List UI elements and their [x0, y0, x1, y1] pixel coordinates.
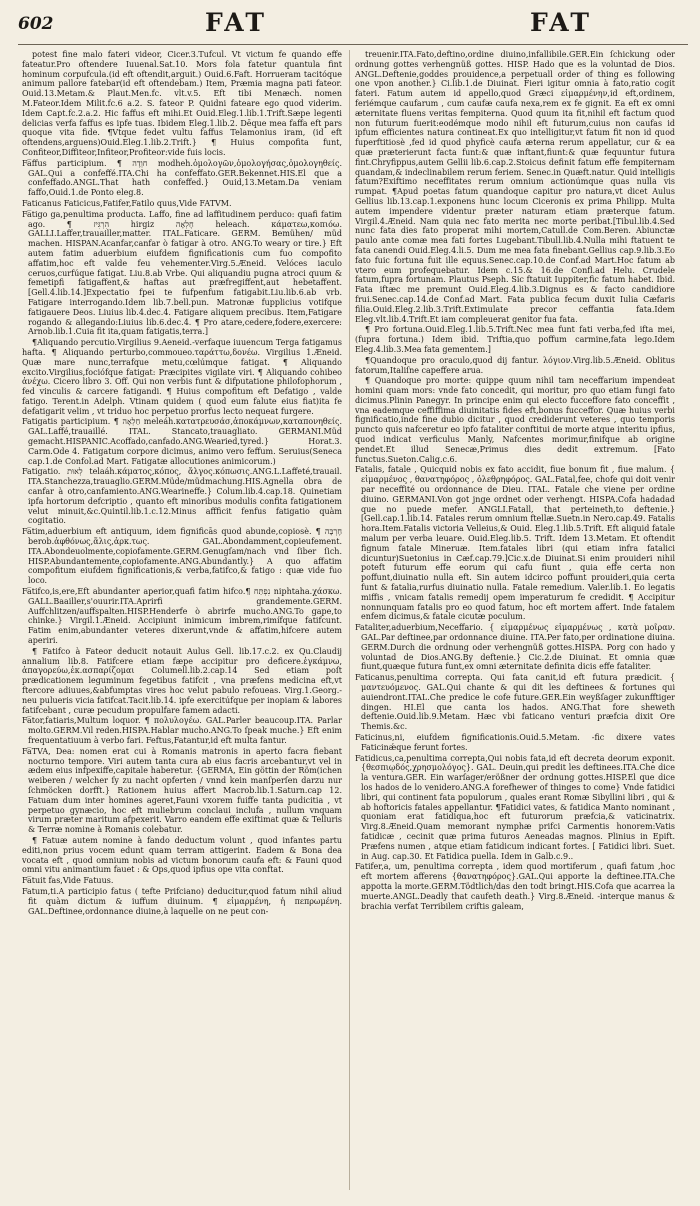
running-head-right: FAT	[530, 8, 592, 37]
running-head-left: FAT	[205, 8, 267, 37]
dictionary-entry: Fa̅tor,fatiaris,Multum loquor. ¶ πολυλογέω. GAL.Parler beaucoup.ITA. Parlar molto.GERM.Vil reden.HISPA.Hablar mucho.ANG.To ſpeak muche.} Eft enim frequentatiuum à verbo fari. Feftus,Fatantur,id eft multa fantur.	[22, 716, 342, 745]
header-rule	[18, 44, 688, 45]
entry-paragraph: ¶ Pro fortuna.Ouid.Eleg.1.lib.5.Trift.Nec mea funt fati verba,fed ifta mei,(fupra fortuna.) Idem ibid. Triftia,quo poffum carmine,fata lego.Idem Eleg.4.lib.3.Mea fata gementem.]	[355, 325, 675, 354]
dictionary-entry: Fatigatis participium. ¶ חַלְאָה meleáh.κατατρευσάσ,ἀποκάμνων,καταπονηθείς. GAL.Laffé,trauaillé. ITAL. Stancato,trauagliato. GERMANI.Müd gemacht.HISPANIC.Acoffado,canfado.ANG.Wearied,tyred.} Horat.3. Carm.Ode 4. Fatigatum corpore dicimus, animo vero feffum. Seruius(Seneca cap.1.de Confol.ad Mart. Fatigatæ allocutiones animicorum.)	[22, 417, 342, 466]
entry-paragraph: ¶ Fatifco à Fateor deducit notauit Aulus Gell. lib.17.c.2. ex Qu.Claudij annalium lib.8. Fatifcere etiam fæpe accipitur pro deficere.ἐγκάμνω, ἀπαγορεύω,ἐκ.ασπαρίζομαι Columell.lib.2.cap.14 Sed etiam poſt prædicationem leguminum fegetibus fatifcit , vna præfens medicina eft,vt ftercore adiuues,&abfumptas vires hoc velut pabulo refoueas. Virg.1.Georg.-neu pulueris vicia fatifcat.Tacit.lib.14. ipfe exercitúfque per inopiam & labores fatifcebant , curæ pecudum propulfare famem adacti.	[22, 646, 342, 715]
dictionary-entry: Fatalis, fatale , Quicquid nobis ex fato accidit, fiue bonum fit , fiue malum. { εἱμαρμένος , θανατηφόρος , ὀλεθρηφόρος. GAL.Fatal,fee, chofe qui doit venir par neceffité ou ordonnance de Dieu. ITAL. Fatale che viene per ordine diuino. GERMANI.Von got jnge ordnet oder verhengt. HISPA.Cofa hadadad que no puede mefer. ANGLI.Fatall, that perteineth,to deftenie.} [Gell.cap.1.lib.14. Fatales rerum omnium ftellæ.Suetn.in Nero.cap.49. Fatalis hora.Item.Fatalis victoria Velleius,& Ouid. Eleg.1.lib.5.Trift. Eft aliquid fatale malum per verba leuare. Ouid.Eleg.lib.5. Trift. Idem 13.Metam. Et oftendit fignum fatale Mineruæ. Item.fatales libri (qui etiam infra fatalici dicuntur)Suetonius in Cæf.cap.79.]Cic.x.de Diuinat.Si enim prouideri nihil poteft futurum effe eorum qui cafu fiunt , quia effe certa non poffunt,diuinatio nulla eft. Sin autem idcirco poffunt prouideri,quia certa funt & fatalia,rurfus diuinatio nulla. Fatale remedium. Valer.lib.1. Eo legatis miffis , vnicam fatalis remedij opem imperaturum fe credidit. ¶ Accipitur nonnunquam fatalis pro eo quod fatum, hoc eft mortem affert. Inde fatalem enfem dicimus,& fatale cicutæ poculum.	[355, 465, 675, 622]
dictionary-entry: Fatigatio. לְאוּת telaáh.κάματος,κόπος, ἄλγος.κόπωσις.ANG.L.Laffeté,trauail. ITA.Stanchezza,trauaglio.GERM.Müde/müdmachung.HIS.Agnella obra de canfar à otro,canfamiento.ANG.Wearineffe.} Colum.lib.4.cap.18. Quinetiam ipfa hortorum defcriptio , quanto eft minoribus modulis confita fatigationem velut minuit,&c.Quintil.lib.1.c.12.Minus affficit fenfus fatigatio quàm cogitatio.	[22, 467, 342, 526]
page-header	[0, 0, 700, 46]
dictionary-entry: Fa̅tifco,is,ere,Eft abundanter aperior,quafi fatim hifco.¶ נִפְתַּח niphtaha.χάσκω. GALL.Baailler,s'ouurir.ITA.Aprirfi grandemente.GERM. Auffchlitzen/auffspalten.HISP.Henderfe ò abrirfe mucho.ANG.To gape,to chinke.} Virgil.1.Æneid. Accipiunt inimicum imbrem,rimífque fatifcunt. Fatim enim,abundanter veteres dixerunt,vnde & affatim,hifcere autem aperiri.	[22, 587, 342, 646]
dictionary-entry: Fatifer,a, um, penultima correpta , idem quod mortiferum , quafi fatum ,hoc eft mortem afferens {θανατηφόρος}.GAL.Qui apporte la deftinee.ITA.Che appotta la morte.GERM.Tödtlich/das den todt bringt.HIS.Cofa que acarrea la muerte.ANGL.Deadly that caufeth death.} Virg.8.Æneid. -interque manus & brachia verfat Terribilem criftis galeam,	[355, 862, 675, 911]
entry-paragraph: ¶Quandoque pro oraculo,quod dij fantur. λόγιον.Virg.lib.5.Æneid. Oblitus fatorum,Italiſne capeffere arua.	[355, 355, 675, 375]
column-divider	[349, 50, 350, 1190]
entry-paragraph: treuenir.ITA.Fato,deftino,ordine diuino,infallibile.GER.Ein ſchickung oder ordnung gottes verhengnüß gottes. HISP. Hado que es la voluntad de Dios. ANGL.Deftenie,goddes prouidence,a perpetuall order of thing es following one vpon another.} Ci.lib.1.de Diuinat. Fieri igitur omnia à fato,ratio cogit fateri. Fatum autem id appello,quod Græci εἱμαρμένην,id eft,ordinem, feriémque caufarum , cum caufæ caufa nexa,rem ex fe gignit. Ea eft ex omni æternitate fluens veritas fempiterna. Quod quum ita fit,nihil eft factum quod non futurum fuerit:eodémque modo nihil eft futurum,cuius non caufas id ipfum efficientes natura contineat.Ex quo intelligitur,vt fatum fit non id quod fuperftitiosè ,fed id quod phyficè caufa æterna rerum appellatur, cur & ea quæ præterierunt facta funt:& quæ inftant,fiunt:& quæ fequuntur futura fint.Chryfippus,autem Gellii lib.6.cap.2.Stoicus definit fatum effe fempiternam quandam,& indeclinabilem rerum feriem. Senec.in Quæft.natur. Quid intelligis fatum?Exiftimo neceffitates rerum omnium actionúmque quas nulla vis rumpat. ¶Apud poetas fatum quandoque capitur pro natura,vt dicet Aulus Gellius lib.13.cap.1.exponens hunc locum Ciceronis ex prima Philipp. Multa autem impendere videntur præter naturam etiam præterque fatum. Virgil.4.Æneid. Nam quia nec fato merita nec morte peribat.[Tibul.lib.4.Sed nunc fata dies fato properat mihi mortem,Catull.de Com.Beren. Abiunctæ paulo ante comæ mea fati fortes Lugebant.Tibull.lib.4.Nulla mihi ftatuent te fata canendi Ouid.Eleg.4.li.5. Dum me mea fata finebant.Gellius cap.9.lib.3.Eo fato fuic fortuna fuit ille equus.Senec.cap.10.de Conf.ad Mart.Hoc fatum ab vtero eum profequebatur. Idem c.15.& 16.de Confl.ad Helu. Crudele fatum,fupra fortunam. Plautus Pseph. Sic ftatuit Iuppiter,fic fatum habet. Ibid. Fata iftæc me premunt Ouid.Eleg.4.lib.3.Dignus es & facto candidiore frui.Senec.cap.14.de Conf.ad Mart. Fata publica fecum duxit Iulia Cæfaris filia.Ouid.Eleg.2.lib.3.Trift.Extimulate precor ceffantia fata.Idem Eleg.vlt.lib.4.Trift.Et iam compleuerat genitor fua fata.	[355, 50, 675, 324]
dictionary-entry: Fataliter,aduerbium,Neceffario. { εἱμαρμένως εἱμαρμένως , κατὰ μοῖραν. GAL.Par deftinee,par ordonnance diuine. ITA.Per fato,per ordinatione diuina. GERM.Durch die ordnung oder verhengnüß gottes.HISPA. Porg con hado y voluntad de Dios.ANG.By deftenie.} Cic.2.de Diuinat. Et omnia quæ fiunt,quæque futura funt,ex omni æternitate definita dicis effe fataliter.	[355, 623, 675, 672]
right-column	[355, 50, 675, 1198]
dictionary-entry: Fa̅ffus participium. ¶ חוְדֶה modheh.ὁμολογῶν,ὁμολογήσας,ὁμολογηθείς. GAL.Qui a confeffé.ITA.Chi ha confeffato.GER.Bekennet.HIS.El que a confeffado.ANGL.That hath confeffed.} Ouid,13.Metam.Da veniam faffo,Ouid.1.de Ponto eleg.8.	[22, 158, 342, 198]
entry-paragraph: potest fine malo fateri videor, Cicer.3.Tufcul. Vt victum fe quando effe fateatur.Pro oftendere Iuuenal.Sat.10. Mors fola fatetur quantula fint hominum corpufcula.(id eft oftendit,arguit.) Ouid.6.Faft. Horrueram tacitóque animum pallore fatebar(id eft oftendebam.) Item, Præmia magna pati fateor. Ouid.13.Metam.& Plaut.Men.fc. vlt.v.5. Eft tibi Menæch. nomen M.Fateor.Idem Milit.fc.6 a.2. S. fateor P. Quidni fateare ego quod viderim. Idem Capt.fc.2.a.2. Hic faffus eft mihi.Et Ouid.Eleg.1.lib.1.Trift.Sæpe legenti delicias verfa faffus es ipfe tuas. Ibidem Eleg.1.lib.2. Dēque mea faffa eft pars quoque vita fide. ¶Vtque fedet vultu faffus Telamonius iram, (id eft oftendens,arguens)Ouid.Eleg.1.lib.2.Trift.} ¶ Huius compofita funt, Confiteor,Diffiteor,Infiteor,Profiteor:vide fuis locis.	[22, 50, 342, 157]
dictionary-entry: Fatidicus,ca,penultima correpta,Qui nobis fata,id eft decreta deorum exponit.{θεσπιῳδός,χρησμολόγος}. GAL. Deuin,qui predit les deftinees.ITA.Che dice la ventura.GER. Ein warſager/erößner der ordnung gottes.HISP.El que dice los hados de lo venidero.ANG.A forefhewer of thinges to come} Vnde fatidici libri, qui continent fata populorum , quales erant Romæ Sibyllini libri , qui & ab hoftoricis fatales appellantur. ¶Fatidici vates, & fatidica Manto nominant , quoniam erat fatidiqua,hoc eft futurorum præfcia,& vaticinatrix. Virg.8.Æneid.Quam memorant nymphæ prifci Carmentis honorem:Vatis fatidicæ , cecinit quæ prima futuros Aeneadas magnos. Plinius in Epift. Præfens numen , atque etiam fatidicum indicant fortes. [ Fatidici libri. Suet. in Aug. cap.30. Et Fatidica puella. Idem in Galb.c.9..	[355, 753, 675, 861]
dictionary-entry: Fa̅tuit fas,Vide Fatuus.	[22, 876, 114, 886]
left-column	[22, 50, 342, 1198]
dictionary-entry: Fa̅tim,aduerbium eft antiquum, idem fignificās quod abunde,copiosè. ¶ חֶרְבָּה berob.ἀφθόνως,ἅλις,ἀρκ.τως. GAL.Abondamment,copieufement. ITA.Abondeuolmente,copiofamente.GERM.Genugſam/nach vnd ſiber ſich. HISP.Abundantemente,copiofamente.ANG.Abundantly.} A quo affatim compofitum eiufdem fignificationis,& verba,fatifco,& fatigo : quæ vide fuo loco.	[22, 527, 342, 586]
entry-paragraph: ¶ Fatuæ autem nomine à fando deductum volunt , quod infantes partu editi,non prius vocem edunt quam terram attigerint. Eadem & Bona dea vocata eft , quod omnium nobis ad victum bonorum caufa eft: & Fauni quod omni vitu animantium fauet : & Ops,quod ipfius ope vita conftat.	[22, 835, 342, 875]
entry-paragraph: ¶Aliquando percutio.Virgilius 9.Aeneid.-verfaque iuuencum Terga fatigamus hafta. ¶ Aliquando perturbo,commoueo.ταράττω,δονέω. Virgilius 1.Æneid. Quæ mare nunc,terrafque metu,cœlúmque fatigat. ¶ Aliquando excito.Virgilius,fociófque fatigat: Præcipites vigilate viri. ¶ Aliquando cohibeo ἀνέχω. Cicero libro 3. Off. Qui non verbis funt & difputatione philofophorum , fed vinculis & carcere fatigandi. ¶ Huius compofitum eft Defatigo , valde fatigo. Terent.in Adelph. Vtinam quidem ( quod eum falute eius fiat)ita fe defatigarit velim , vt triduo hoc perpetuo prorfus lecto nequeat furgere.	[22, 338, 342, 416]
dictionary-entry: Fa̅TVA, Dea: nomen erat cui à Romanis matronis in aperto facra fiebant nocturno tempore. Viri autem tanta cura ab eius facris arcebantur,vt vel in ædem eius infpexiffe,capitale haberetur. {GERMA, Ein göttin der Röm(ichen weiberen / welcher ſy zu nacht opferten / vnnd kein manſperſen darzu nur ſchmöcken dorfft.} Rationem huius affert Macrob.lib.1.Saturn.cap 12. Fatuam dum inter homines ageret,Fauni vxorem fuiffe tanta pudicitia , vt perpetuo gynæcio, hoc eft muliebrum conclaui inclufa , nullum vnquam virum præter maritum afpexerit. Varro eandem effe exiftimat quæ & Telluris & Terræ nomine à Romanis colebatur.	[22, 746, 342, 835]
page-number: 602	[18, 14, 54, 34]
dictionary-entry: Faticinus,ni, eiufdem fignificationis.Ouid.5.Metam. -fic dixere vates Faticinǽque ferunt fortes.	[355, 732, 675, 752]
entry-paragraph: ¶ Quandoque pro morte: quippe quum nihil tam neceffarium impendeat homini quam mors: vnde fato concedit, qui moritur, pro quo etiam fungi fato dicimus.Plinin Panegyr. In principe enim qui electo fucceffore fato conceffit , vna eademque ceffiffima diuinitatis fides eft,bonus fucceffor. Quæ huius verbi fignificatio,inde fine dubio dicitur , quod crediderunt veteres , quo temporis puncto quis nafceretur eo ipfo fataliter conftitui de morte atque interitu ipfius, quod indicat verficulus Manly, Nafcentes morimur,finifque ab origine pendet.Et illud Senecæ,Primus dies dedit extremum. [Fato functus.Sueton.Calig.c.6.	[355, 376, 675, 464]
dictionary-entry: Faticanus,penultima correpta. Qui fata canit,id eft futura prædicit. { μαντευόμενος. GAL.Qui chante & qui dit les deftinees & fortunes qui auiendront.ITAL.Che predice le cofe future.GER.Ein weyßſager zukunfftiger dingen. HI.El que canta los hados. ANG.That fore sheweth deftenie.Ouid.lib.9.Metam. Hæc vbi faticano venturi præfcia dixit Ore Themis.&c.	[355, 673, 675, 732]
dictionary-entry: Fatum,ti.A participio fatus ( tefte Prifciano) deducitur,quod fatum nihil aliud fit quàm dictum & iuffum diuinum. ¶ εἱμαρμένη, ἡ πεπρωμένη. GAL.Deftinee,ordonnance diuine,à laquelle on ne peut con-	[22, 886, 342, 916]
dictionary-entry: Fa̅tigo ga,penultima producta. Laffo, fine ad laffitudinem perduco: quafi fatim ago. ¶ הִרְגִּיז hirgiz חֶלְאָה heleach. κάματεω,κοπιόω. GALLI.Laffer,trauailler,matter. ITAL.Faticare. GERM. Bemühen/ müd machen. HISPAN.Acanfar,canfar ò fatigar à otro. ANG.To weary or tire.} Eft autem fatim aduerbium eiufdem fignificationis cum fuo compofito affatim,hoc eft valde feu vehementer.Virg.5.Æneid. Velóces iaculo ceruos,curfúque fatigat. Liu.8.ab Vrbe. Qui aliquandiu pugna atroci quum & femetipfi fatigaffent,& haftas aut præfregiffent,aut hebetaffent.[Gell.4.lib.14.]Expectatio fpei te fufpenfum fatigabit.Liu.lib.6.ab vrb. Fatigare interrogando.Idem lib.7.bell.pun. Matronæ fupplicius votifque fatigauere Deos. Liuius lib.4.dec.4. Fatigare aliquem precibus. Item,Fatigare rogando & allegando:Liuius lib.6.dec.4. ¶ Pro atare,cedere,fodere,exercere: Arnob.lib.1.Cuia fit ita,quam fatigatis,terra.]	[22, 209, 342, 337]
dictionary-entry: Faticanus Faticicus,Fatifer,Fatilo quus,Vide FATVM.	[22, 198, 232, 208]
